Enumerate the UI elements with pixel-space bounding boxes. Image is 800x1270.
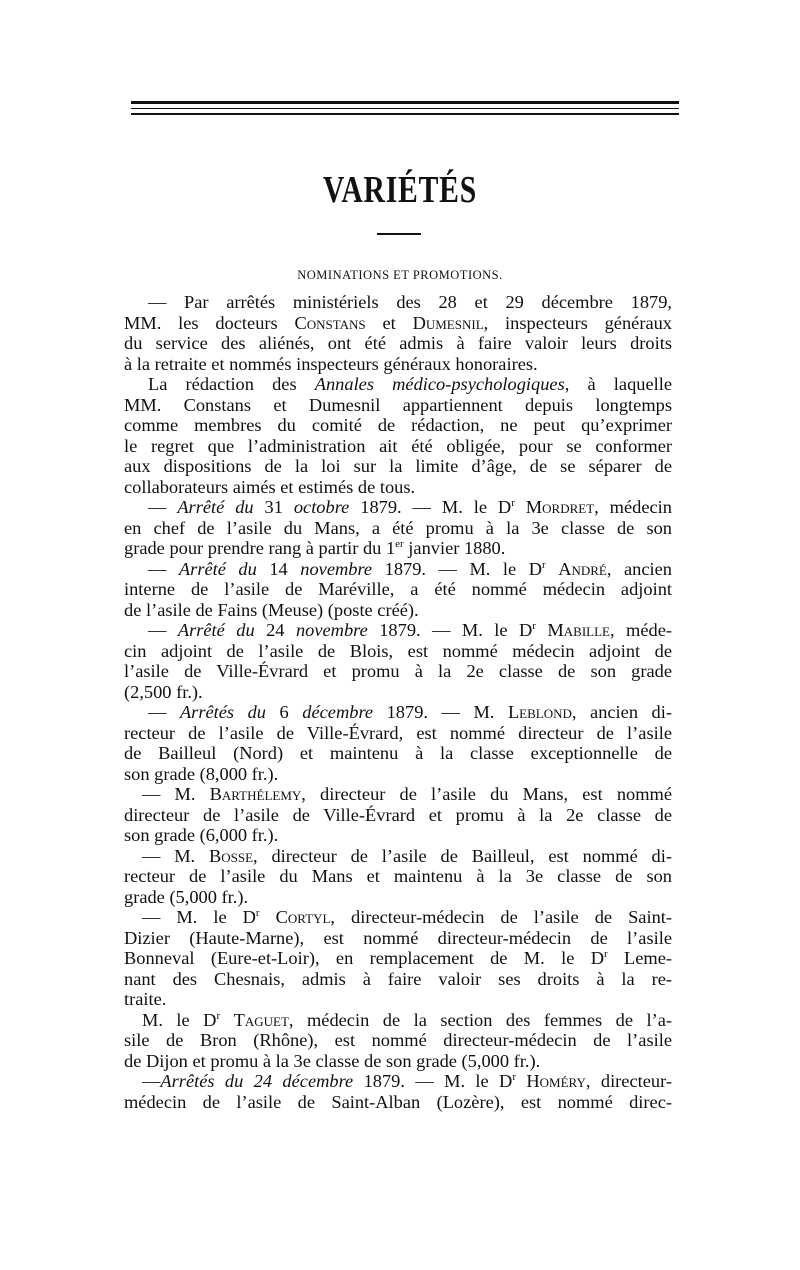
header-rule-middle — [131, 108, 679, 109]
text-line: son grade (6,000 fr.). — [124, 825, 279, 845]
text-line: médecin de l’asile de Saint-Alban (Lozère), est nommé direc- — [124, 1091, 672, 1112]
person-name: Barthélemy — [209, 784, 302, 804]
text-line: grade (5,000 fr.). — [124, 886, 249, 907]
text-line: Bonneval (Eure-et-Loir), en remplacement de M. le $D^r$ Leme- — [124, 947, 672, 968]
text-line: — Arrêté du 31 octobre 1879. — M. le $D^r$ Mordret, médecin — [148, 496, 672, 517]
section-subtitle: NOMINATIONS ET PROMOTIONS. — [297, 268, 503, 282]
person-name: Taguet — [233, 1009, 289, 1030]
text-line: du service des aliénés, ont été admis à faire valoir leurs droits — [124, 333, 672, 353]
text-line: traite. — [124, 989, 167, 1009]
person-name: Homéry — [526, 1071, 586, 1091]
text-line: le regret que l’administration ait été obligée, pour se conformer — [124, 435, 672, 456]
text-line: comme membres du comité de rédaction, ne peut qu’exprimer — [124, 415, 672, 435]
person-name: Leblond — [507, 702, 572, 722]
text-line: — M. Bosse, directeur de l’asile de Bailleul, est nommé di- — [142, 845, 672, 866]
journal-title: Annales médico-psychologiques — [314, 374, 565, 394]
text-line: interne de l’asile de Maréville, a été nommé médecin adjoint — [124, 579, 672, 599]
person-name: Bosse — [208, 845, 254, 866]
title-divider — [377, 233, 421, 235]
text-line: — M. Barthélemy, directeur de l’asile du Mans, est nommé — [142, 784, 672, 804]
header-rule-top — [131, 101, 679, 104]
text-line: — Par arrêtés ministériels des 28 et 29 décembre 1879, — [148, 292, 672, 312]
text-line: de Dijon et promu à la 3e classe de son grade (5,000 fr.). — [124, 1050, 541, 1071]
text-line: —Arrêtés du 24 décembre 1879. — M. le $D^r$ Homéry, directeur- — [142, 1070, 672, 1091]
text-line: à la retraite et nommés inspecteurs généraux honoraires. — [124, 353, 538, 374]
text-line: sile de Bron (Rhône), est nommé directeur-médecin de l’asile — [124, 1030, 672, 1050]
text-line: recteur de l’asile de Ville-Évrard, est nommé directeur de l’asile — [124, 722, 672, 743]
text-line: aux dispositions de la loi sur la limite d’âge, de se séparer de — [124, 456, 672, 476]
text-line: M. le $D^r$ Taguet, médecin de la section des femmes de l’a- — [142, 1009, 672, 1030]
text-line: recteur de l’asile du Mans et maintenu à la 3e classe de son — [124, 866, 672, 886]
text-line: l’asile de Ville-Évrard et promu à la 2e classe de son grade — [124, 661, 672, 681]
text-line: MM. les docteurs Constans et Dumesnil, inspecteurs généraux — [124, 312, 672, 333]
text-line: collaborateurs aimés et estimés de tous. — [124, 476, 416, 497]
text-line: nant des Chesnais, admis à faire valoir ses droits à la re- — [124, 968, 672, 989]
person-name: Cortyl — [275, 907, 331, 927]
text-line: — M. le $D^r$ Cortyl, directeur-médecin de l’asile de Saint- — [142, 906, 673, 927]
text-line: de l’asile de Fains (Meuse) (poste créé). — [124, 599, 419, 620]
person-name: Dumesnil — [412, 312, 484, 333]
section-title: VARIÉTÉS — [323, 169, 477, 211]
text-line: en chef de l’asile du Mans, a été promu à la 3e classe de son — [124, 517, 672, 538]
text-line: Dizier (Haute-Marne), est nommé directeur-médecin de l’asile — [124, 927, 672, 948]
person-name: Constans — [294, 312, 366, 333]
text-line: — Arrêtés du 6 décembre 1879. — M. Leblond, ancien di- — [148, 702, 672, 722]
text-line: — Arrêté du 14 novembre 1879. — M. le $D^r$ André, ancien — [148, 558, 672, 579]
person-name: Mordret — [525, 497, 595, 517]
text-line: cin adjoint de l’asile de Blois, est nommé médecin adjoint de — [124, 640, 672, 661]
header-rule-bottom — [131, 113, 679, 115]
text-line: directeur de l’asile de Ville-Évrard et promu à la 2e classe de — [124, 804, 672, 825]
text-line: grade pour prendre rang à partir du 1er janvier 1880. — [124, 537, 506, 558]
text-line: La rédaction des Annales médico-psychologiques, à laquelle — [148, 374, 673, 394]
text-line: de Bailleul (Nord) et maintenu à la classe exceptionnelle de — [124, 743, 672, 763]
text-line: — Arrêté du 24 novembre 1879. — M. le $D^r$ Mabille, méde- — [148, 619, 672, 640]
person-name: André — [558, 558, 607, 579]
text-line: son grade (8,000 fr.). — [124, 763, 279, 784]
text-line: (2,500 fr.). — [124, 681, 203, 702]
person-name: Mabille — [547, 620, 610, 640]
article-body — [124, 292, 672, 1112]
text-line: MM. Constans et Dumesnil appartiennent depuis longtemps — [124, 394, 672, 415]
